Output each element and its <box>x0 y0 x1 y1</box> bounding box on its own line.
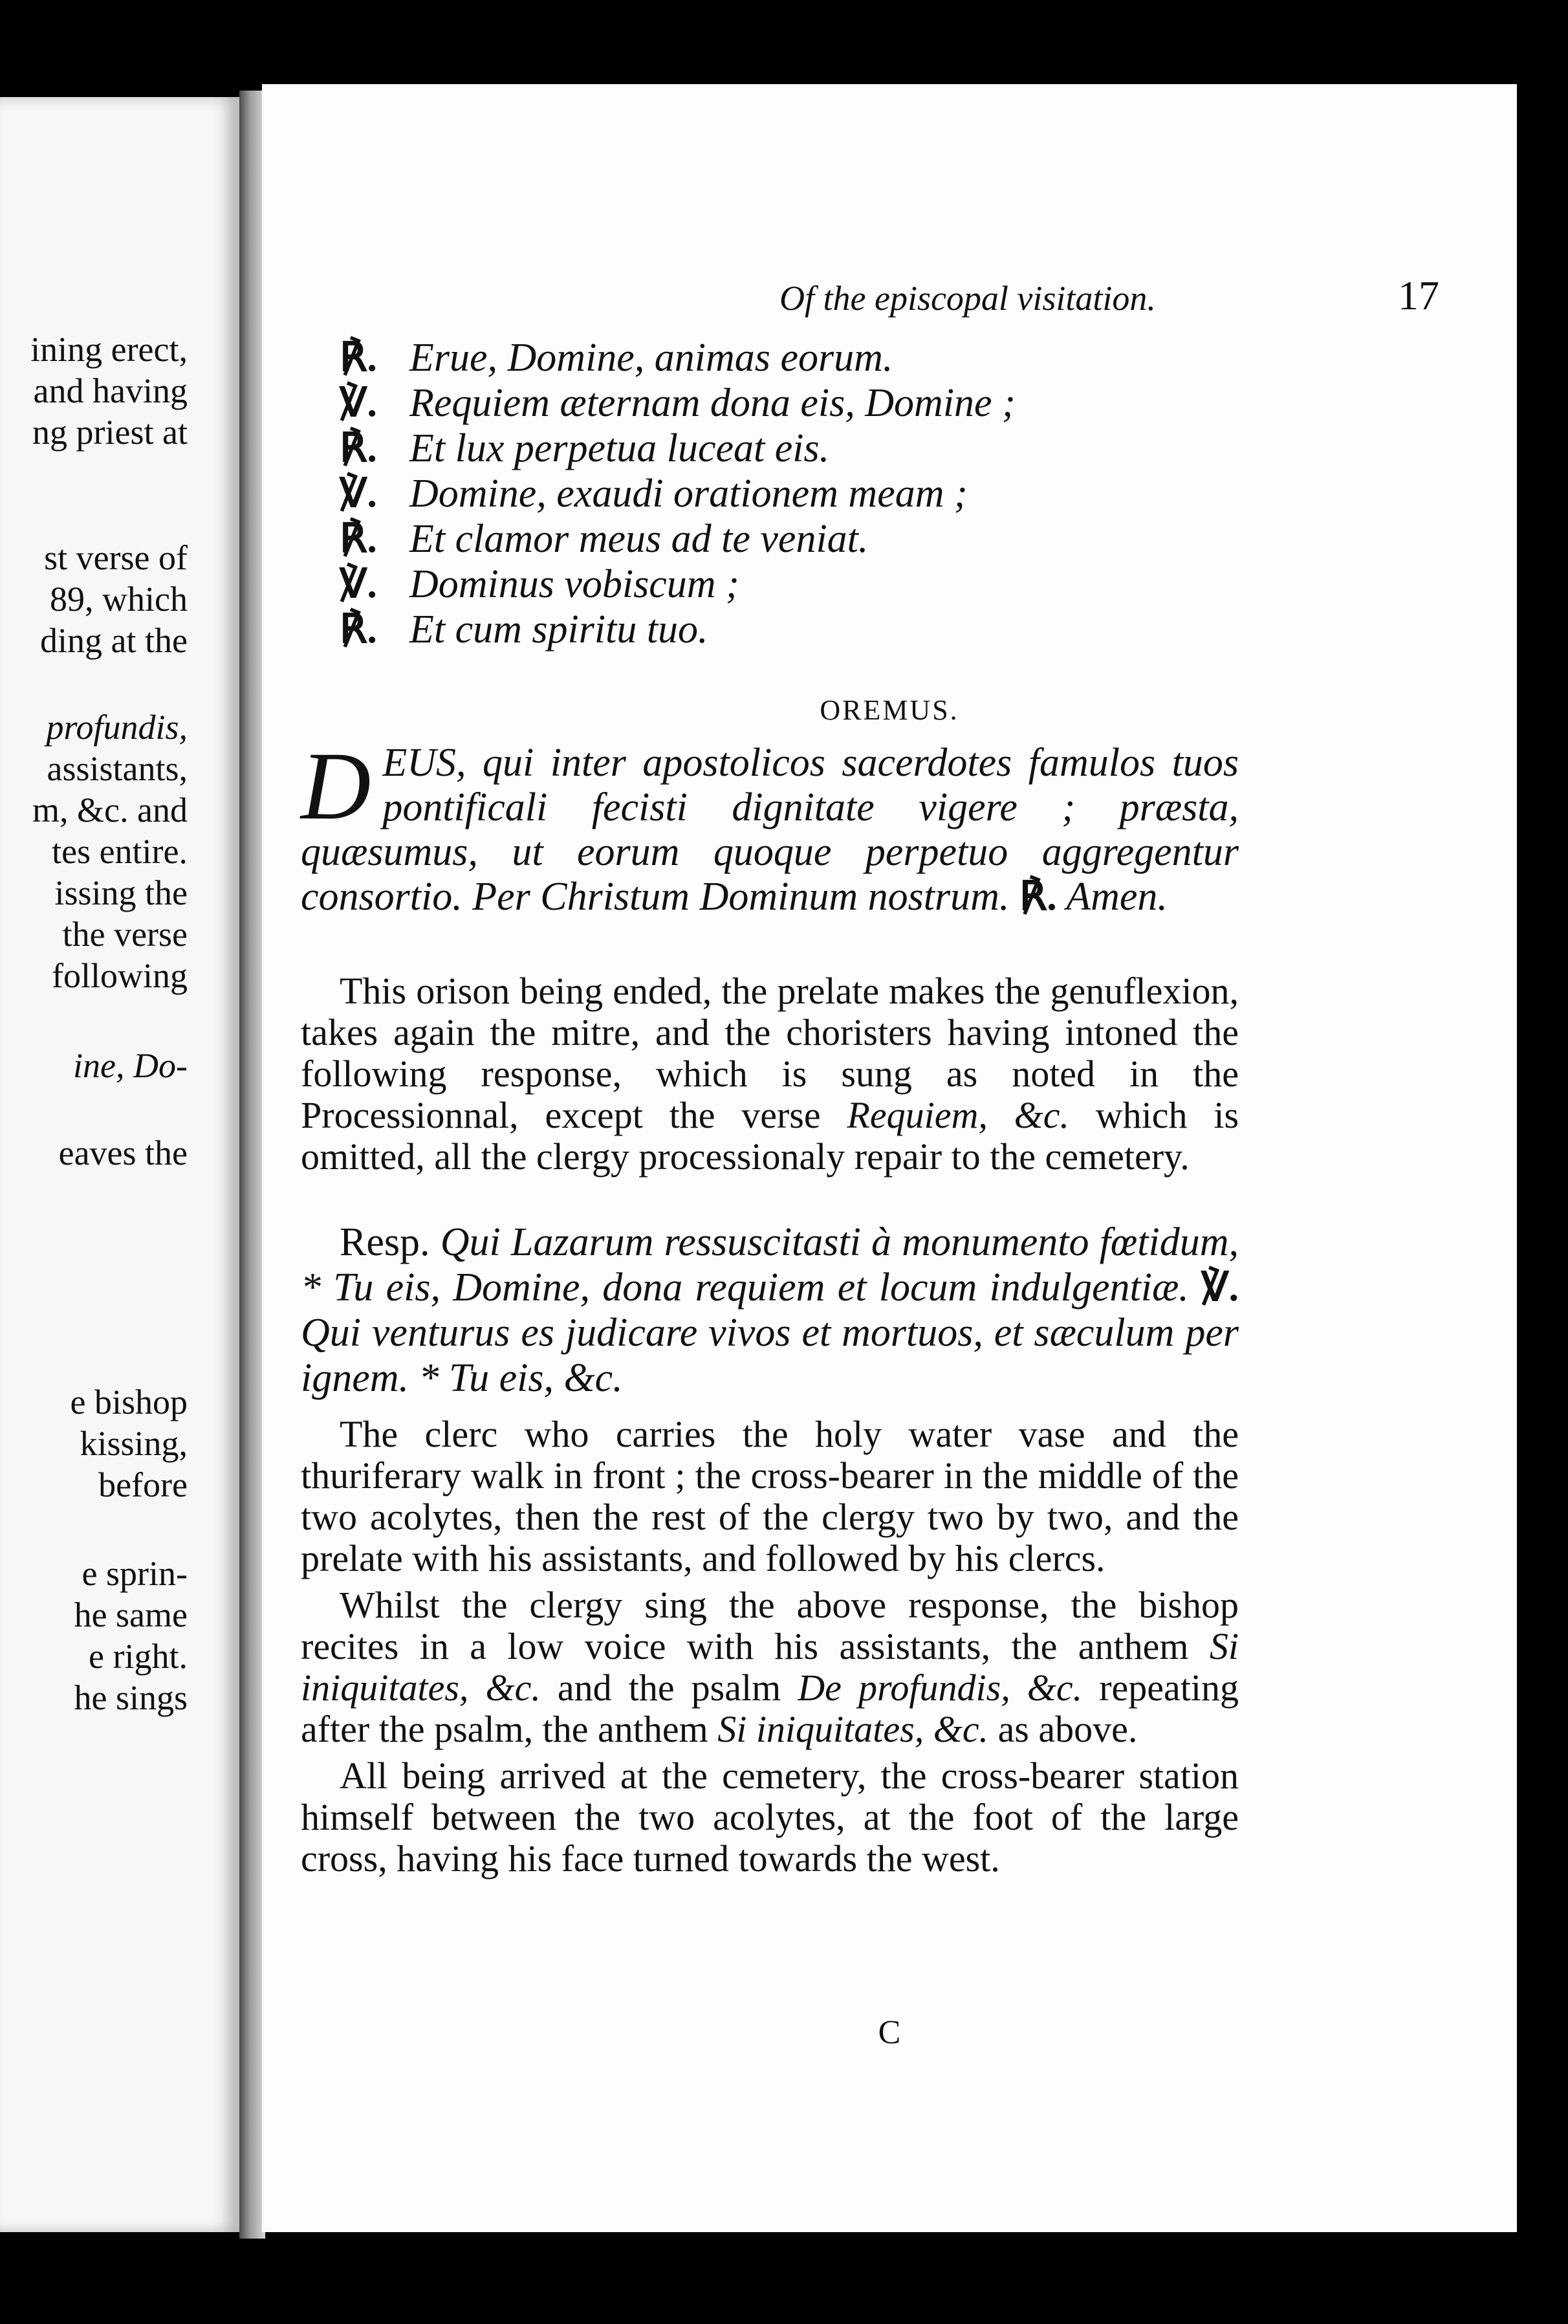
paragraph-text: and the psalm <box>557 1667 781 1709</box>
left-fragment: he same <box>74 1595 188 1634</box>
paragraph-text: All being arrived at the cemetery, the cross-bearer station himself between the two acolytes, at the foot of the large cross, having his face turned towards the west. <box>301 1755 1239 1880</box>
right-page <box>262 84 1517 2232</box>
drop-cap: D <box>301 732 371 840</box>
left-fragment: the verse <box>62 915 188 954</box>
response-line <box>340 426 829 471</box>
response-line <box>340 607 708 652</box>
response-line <box>340 471 968 516</box>
paragraph-text: Whilst the clergy sing the above response, the bishop recites in a low voice with his assistants, the anthem <box>301 1584 1239 1667</box>
paragraph-italic: Si iniquitates, &c. <box>717 1708 989 1750</box>
versicle-symbol: ℣. <box>340 381 377 425</box>
response-line <box>340 335 893 380</box>
responsory-symbol: ℟. <box>340 608 377 652</box>
paragraph-italic: Si iniquitates, &c. <box>301 1625 1239 1709</box>
left-fragment: ng priest at <box>32 413 188 452</box>
left-fragment: m, &c. and <box>32 791 188 829</box>
left-page <box>0 97 239 2232</box>
paragraph-orison <box>301 970 1239 1178</box>
response-line <box>340 380 1016 426</box>
response-text: Et lux perpetua luceat eis. <box>409 426 830 470</box>
responsory-symbol: ℟. <box>340 336 377 380</box>
left-fragment: profundis, <box>46 708 188 747</box>
left-fragment: st verse of <box>44 538 188 577</box>
left-fragment: and having <box>33 371 188 410</box>
response-text: Et cum spiritu tuo. <box>409 608 708 652</box>
left-fragment: ine, Do- <box>73 1046 188 1085</box>
response-text: Domine, exaudi orationem meam ; <box>409 472 968 516</box>
resp-label: Resp. <box>340 1220 430 1264</box>
responsory-symbol: ℟. <box>340 517 377 561</box>
response-text: Dominus vobiscum ; <box>409 562 739 606</box>
left-fragment: eaves the <box>58 1134 188 1172</box>
paragraph-text: This orison being ended, the prelate makes the genuflexion, takes again the mitre, and the choristers having intoned the following response, which is sung as noted in the Processionnal, except the verse <box>301 970 1239 1136</box>
paragraph-response <box>301 1220 1239 1880</box>
left-fragment: before <box>98 1465 188 1504</box>
paragraph-anthem <box>301 1584 1239 1750</box>
left-fragment: kissing, <box>80 1424 188 1463</box>
paragraph-italic: De profundis, &c. <box>798 1667 1083 1709</box>
left-fragment: tes entire. <box>52 832 188 871</box>
versicle-symbol: ℣. <box>1201 1266 1239 1310</box>
left-fragment: 89, which <box>50 580 188 619</box>
paragraph-cemetery <box>301 1755 1239 1880</box>
paragraph-text: as above. <box>997 1708 1138 1750</box>
book-gutter <box>239 91 265 2239</box>
left-fragment: e sprin- <box>82 1554 188 1593</box>
page-number: 17 <box>1398 272 1439 318</box>
left-fragment: issing the <box>54 873 188 912</box>
versicle-symbol: ℣. <box>340 472 377 516</box>
paragraph-italic: Requiem, &c. <box>847 1094 1069 1136</box>
prayer-text: EUS, qui inter apostolicos sacerdotes famulos tuos pontificali fecisti dignitate vigere ; præsta, quæsumus, ut eorum quoque perpetuo aggregentur consortio. Per Christum Dominum nostrum. <box>301 741 1239 919</box>
paragraph-text: repeating after the psalm, the anthem <box>301 1667 1239 1750</box>
oremus-heading: OREMUS. <box>820 694 959 726</box>
paragraph-text: The clerc who carries the holy water vase and the thuriferary walk in front ; the cross-bearer in the middle of the two acolytes, then the rest of the clergy two by two, and the prelate with his assistants, and followed by his clercs. <box>301 1413 1239 1579</box>
left-fragment: following <box>52 956 188 995</box>
running-header <box>521 272 1439 330</box>
amen-text: Amen. <box>1066 875 1168 919</box>
running-title: Of the episcopal visitation. <box>779 279 1156 318</box>
paragraph-italic: Qui venturus es judicare vivos et mortuos, et sæculum per ignem. * Tu eis, &c. <box>301 1311 1239 1400</box>
left-fragment: assistants, <box>47 749 188 788</box>
signature-mark: C <box>878 2014 901 2051</box>
response-text: Requiem æternam dona eis, Domine ; <box>409 381 1016 425</box>
left-fragment: e right. <box>89 1637 188 1676</box>
responsory-symbol: ℟. <box>340 426 377 470</box>
paragraph-procession <box>301 1414 1239 1579</box>
response-text: Et clamor meus ad te veniat. <box>409 517 869 561</box>
left-fragment: e bishop <box>70 1383 188 1421</box>
response-line <box>340 562 739 607</box>
left-fragment: ining erect, <box>30 330 188 369</box>
paragraph-italic: Qui Lazarum ressuscitasti à monumento fœtidum, * Tu eis, Domine, dona requiem et locum indulgentiæ. <box>301 1220 1239 1310</box>
left-fragment: he sings <box>74 1678 188 1717</box>
responsory-symbol: ℟. <box>1019 875 1057 919</box>
response-text: Erue, Domine, animas eorum. <box>409 336 893 380</box>
paragraph-text: which is omitted, all the clergy processionaly repair to the cemetery. <box>301 1094 1239 1178</box>
prayer-paragraph <box>301 732 1239 919</box>
response-line <box>340 516 868 562</box>
versicle-symbol: ℣. <box>340 562 377 606</box>
left-fragment: ding at the <box>40 621 188 660</box>
